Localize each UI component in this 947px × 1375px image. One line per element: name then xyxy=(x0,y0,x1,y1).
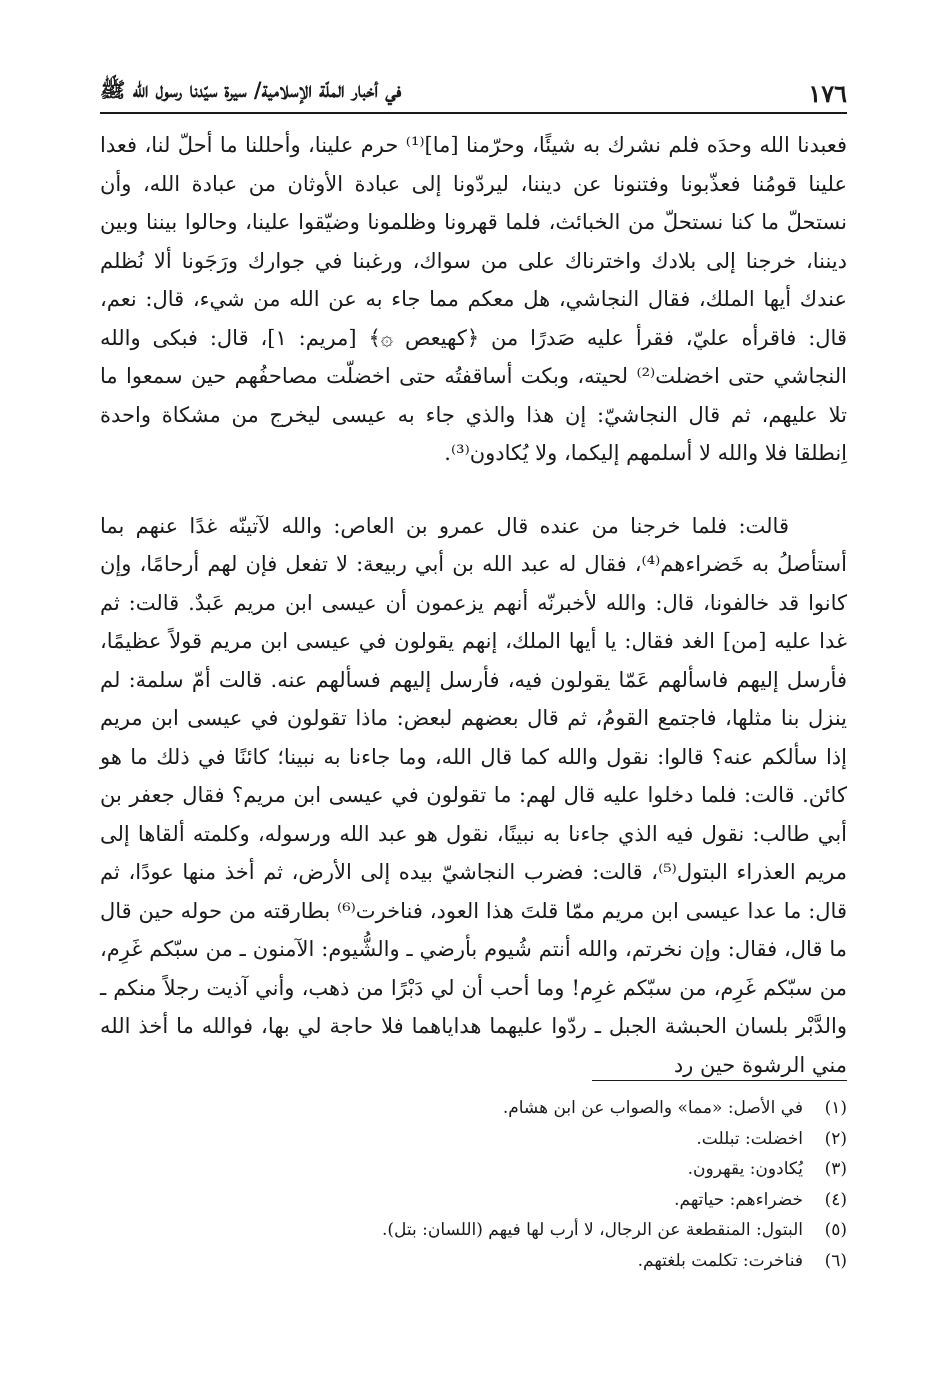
footnote-item xyxy=(100,1246,847,1277)
footnote-text: البتول: المنقطعة عن الرجال، لا أرب لها فيهم (اللسان: بتل). xyxy=(382,1220,803,1240)
running-header-title: في أخبار الملّة الإسلامية/ سيرة سيّدنا رسول الله ﷺ xyxy=(100,77,402,102)
footnote-item xyxy=(100,1124,847,1155)
footnote-item xyxy=(100,1154,847,1185)
footnote-text: خضراءهم: حياتهم. xyxy=(674,1189,803,1210)
page-number: ١٧٦ xyxy=(808,79,847,108)
header-rule xyxy=(100,112,847,114)
footnote-text: فناخرت: تكلمت بلغتهم. xyxy=(637,1250,803,1271)
footnote-number: (٢) xyxy=(824,1128,847,1149)
footnote-text: يُكادون: يقهرون. xyxy=(687,1159,803,1179)
footnote-text: اخضلت: تبللت. xyxy=(696,1128,803,1149)
running-header xyxy=(100,68,847,108)
footnote-item xyxy=(100,1215,847,1246)
footnote-number: (٣) xyxy=(824,1159,847,1179)
footnote-item xyxy=(100,1185,847,1216)
footnote-rule xyxy=(592,1080,847,1081)
main-text xyxy=(100,126,847,1084)
footnote-number: (٤) xyxy=(824,1189,847,1210)
paragraph-2: قالت: فلما خرجنا من عنده قال عمرو بن العاص: والله لآتينّه غدًا عنهم بما أستأصلُ به خَضراءهم⁽⁴⁾، فقال له عبد الله بن أبي ربيعة: لا تفعل فإن لهم أرحامًا، وإن كانوا قد خالفونا، قال: والله لأخبرنّه أنهم يزعمون أن عيسى ابن مريم عَبدٌ. قالت: ثم غدا عليه [من] الغد فقال: يا أيها الملك، إنهم يقولون في عيسى ابن مريم قولاً عظيمًا، فأرسل إليهم فاسألهم عَمّا يقولون فيه، فأرسل إليهم فسألهم عنه. قالت أمّ سلمة: لم ينزل بنا مثلها، فاجتمع القومُ، ثم قال بعضهم لبعض: ماذا تقولون في عيسى ابن مريم إذا سألكم عنه؟ قالوا: نقول والله كما قال الله، وما جاءنا به نبينا؛ كائنًا في ذلك ما هو كائن. قالت: فلما دخلوا عليه قال لهم: ما تقولون في عيسى ابن مريم؟ فقال جعفر بن أبي طالب: نقول فيه الذي جاءنا به نبينًا، نقول هو عبد الله ورسوله، وكلمته ألقاها إلى مريم العذراء البتول⁽⁵⁾، قالت: فضرب النجاشيّ بيده إلى الأرض، ثم أخذ منها عودًا، ثم قال: ما عدا عيسى ابن مريم ممّا قلتَ هذا العود، فناخرت⁽⁶⁾ بطارقته من حوله حين قال ما قال، فقال: وإن نخرتم، والله أنتم شُيوم بأرضي ـ والشُّيوم: الآمنون ـ من سبّكم غَرِم، من سبّكم غَرِم، من سبّكم غرِم! وما أحب أن لي دَبْرًا من ذهب، وأني آذيت رجلاً منكم ـ والدَّبْر بلسان الحبشة الجبل ـ ردّوا عليهما هداياهما فلا حاجة لي بها، فوالله ما أخذ الله مني الرشوة حين رد xyxy=(100,513,847,1077)
footnote-number: (٦) xyxy=(824,1250,847,1271)
footnotes xyxy=(100,1093,847,1276)
footnote-number: (٥) xyxy=(824,1220,847,1240)
footnote-number: (١) xyxy=(824,1098,847,1118)
footnote-text: في الأصل: «مما» والصواب عن ابن هشام. xyxy=(502,1098,803,1118)
footnote-item xyxy=(100,1093,847,1124)
paragraph-1: فعبدنا الله وحدَه فلم نشرك به شيئًا، وحرّمنا [ما]⁽¹⁾ حرم علينا، وأحللنا ما أحلّ لنا، فعدا علينا قومُنا فعذّبونا وفتنونا عن ديننا، ليردّونا إلى عبادة الأوثان من عبادة الله، وأن نستحلّ ما كنا نستحلّ من الخبائث، فلما قهرونا وظلمونا وضيّقوا علينا، وحالوا بيننا وبين ديننا، خرجنا إلى بلادك واخترناك على من سواك، ورغبنا في جوارك ورَجَونا ألا نُظلم عندك أيها الملك، فقال النجاشي، هل معكم مما جاء به عن الله من شيء، قال: نعم، قال: فاقرأه عليّ، فقرأ عليه صَدرًا من ﴿كهيعص ۞﴾ [مريم: ١]، قال: فبكى والله النجاشي حتى اخضلت⁽²⁾ لحيته، وبكت أساقفتُه حتى اخضلّت مصاحفُهم حين سمعوا ما تلا عليهم، ثم قال النجاشيّ: إن هذا والذي جاء به عيسى ليخرج من مشكاة واحدة اِنطلقا فلا والله لا أسلمهم إليكما، ولا يُكادون⁽³⁾. xyxy=(100,133,847,465)
